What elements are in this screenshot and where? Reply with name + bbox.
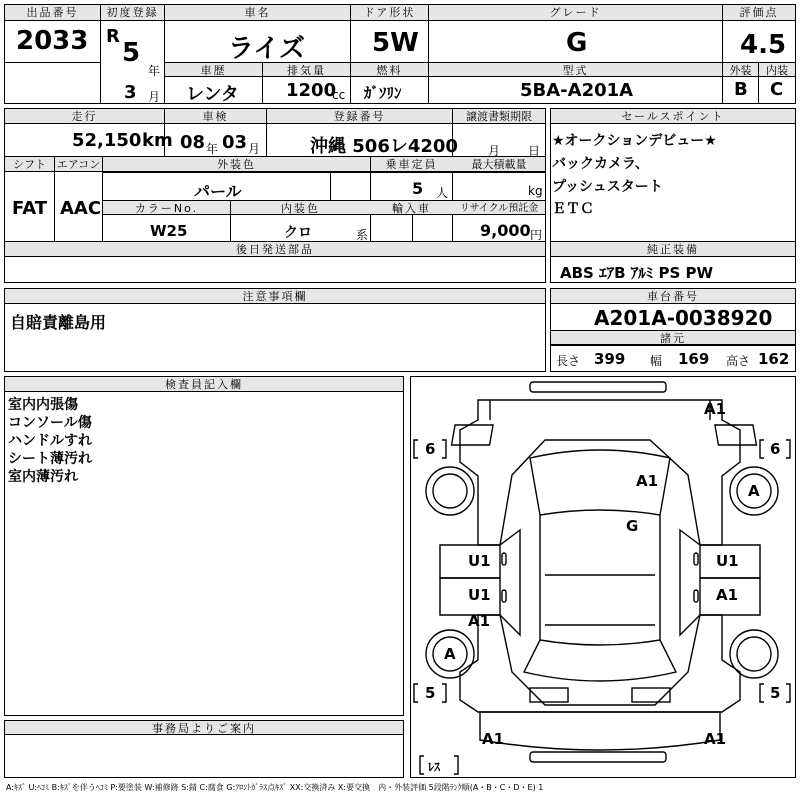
max-load-label: 最大積載量 [471,158,527,171]
later-parts-label: 後日発送部品 [236,243,314,256]
office-label: 事務局よりご案内 [152,722,256,735]
ac: AAC [60,198,102,219]
model-label: 型式 [562,64,589,77]
mark-rear-bumper-left: A1 [482,730,505,748]
shift-label: シフト [13,158,46,171]
mark-rear-bumper-right: A1 [704,730,727,748]
transfer-month: 月 [488,144,501,158]
tread-front-left: 6 [425,440,436,458]
displacement-label: 排気量 [287,64,326,77]
capacity-label: 乗車定員 [385,158,438,171]
width-label: 幅 [650,354,663,368]
mark-hood: A1 [636,472,659,490]
inspection-year-unit: 年 [206,142,219,156]
inspector-line-1: 室内内張傷 [8,397,78,413]
specs-label: 諸元 [660,332,686,345]
inspection-month-unit: 月 [248,142,261,156]
inspection-year: 08 [180,132,206,153]
notes-label: 注意事項欄 [242,290,308,303]
tread-rear-left: 5 [425,684,436,702]
fuel-label: 燃料 [376,64,403,77]
chassis-label: 車台番号 [647,290,699,303]
sales-point-2: バックカメラ、 [552,156,649,172]
mark-front-bumper-right: A1 [704,400,727,418]
color-no: W25 [150,222,188,240]
grade-label: グレード [549,6,602,19]
ext-color: パール [194,182,242,201]
tread-rear-right: 5 [770,684,781,702]
notes-text: 自賠責離島用 [10,313,107,332]
transfer-day: 日 [528,144,541,158]
lot-label: 出品番号 [26,6,79,19]
lot-number: 2033 [16,26,89,56]
recycle-unit: 円 [530,228,543,242]
sales-point-3: プッシュスタート [552,179,663,195]
displacement: 1200 [286,80,337,101]
door-type: 5W [372,28,419,58]
mark-windshield: G [626,517,639,535]
legend: A:ｷｽﾞ U:ﾍｺﾐ B:ｷｽﾞを伴うﾍｺﾐ P:要塗装 W:補修跡 S:錆 C:腐食 G:ﾌﾛﾝﾄｶﾞﾗｽ点ｷｽﾞ XX:交換済み X:要交換 内・外装評価 5段階ﾗﾝｸ順(A・B・C・D・E) 1 [6,783,544,792]
int-color: クロ [284,225,312,241]
car-name: ライズ [228,34,305,64]
ext-color-label: 外装色 [217,158,256,171]
mileage: 52,150 [72,130,142,151]
mark-left-rear-door: U1 [468,586,491,604]
recycle-label: リサイクル預託金 [459,203,539,214]
model: 5BA-A201A [520,80,634,101]
height-label: 高さ [726,354,751,368]
score-label: 評価点 [739,6,779,19]
mark-right-rear-door: A1 [716,586,739,604]
inspector-line-3: ハンドルすれ [8,433,92,449]
height: 162 [758,350,790,368]
mark-left-rear-tire: A [444,645,456,663]
inspector-line-2: コンソール傷 [8,415,92,431]
era: R [106,26,120,47]
ac-label: エアコン [56,158,101,171]
grade: G [566,28,588,58]
first-reg-label: 初度登録 [106,6,159,19]
displacement-unit: cc [332,88,346,102]
inspection-month: 03 [222,132,248,153]
int-color-suffix: 系 [356,228,369,242]
reg-year-unit: 年 [148,64,161,78]
interior-label: 内装 [766,64,788,77]
length: 399 [594,350,626,368]
mileage-unit: km [142,130,173,151]
mark-right-front-tire: A [748,482,760,500]
sales-point-1: ★オークションデビュー★ [552,133,717,149]
history-label: 車歴 [200,64,227,77]
equipment-items: ABS ｴｱB ｱﾙﾐ PS PW [560,264,714,282]
equipment-label: 純正装備 [647,243,699,256]
length-label: 長さ [556,354,581,368]
sales-point-4: ＥＴＣ [552,201,594,217]
reg-number: 沖縄 506レ4200 [310,136,458,157]
int-color-label: 内装色 [281,202,320,215]
transfer-label: 譲渡書類期限 [466,110,532,123]
door-label: ドア形状 [363,6,416,19]
mark-right-front-door: U1 [716,552,739,570]
chassis-number: A201A-0038920 [594,306,773,330]
inspection-label: 車検 [202,110,229,123]
color-no-label: カラーNo. [134,202,199,215]
reg-month: 3 [124,82,137,103]
mileage-label: 走行 [71,110,98,123]
inspector-line-4: シート薄汚れ [8,451,92,467]
capacity: 5 [412,179,424,198]
reg-number-label: 登録番号 [333,110,386,123]
sales-points-label: セールスポイント [621,110,725,123]
width: 169 [678,350,710,368]
import-label: 輸入車 [392,202,431,215]
spare-tire-mark: ﾚｽ [428,760,441,774]
mark-left-front-door: U1 [468,552,491,570]
score: 4.5 [740,30,787,60]
inspector-label: 検査員記入欄 [165,378,243,391]
car-name-label: 車名 [244,6,271,19]
shift: FAT [12,198,48,219]
reg-year: 5 [122,38,141,68]
mark-left-rear-quarter: A1 [468,612,491,630]
reg-month-unit: 月 [148,90,161,104]
inspector-line-5: 室内薄汚れ [8,469,78,485]
recycle: 9,000 [480,221,531,240]
fuel: ｶﾞｿﾘﾝ [364,84,402,102]
capacity-unit: 人 [436,186,449,200]
max-load-unit: kg [528,184,543,198]
interior-score: C [770,79,784,100]
exterior-score: B [734,79,748,100]
tread-front-right: 6 [770,440,781,458]
exterior-label: 外装 [729,64,752,77]
history: レンタ [186,84,239,105]
